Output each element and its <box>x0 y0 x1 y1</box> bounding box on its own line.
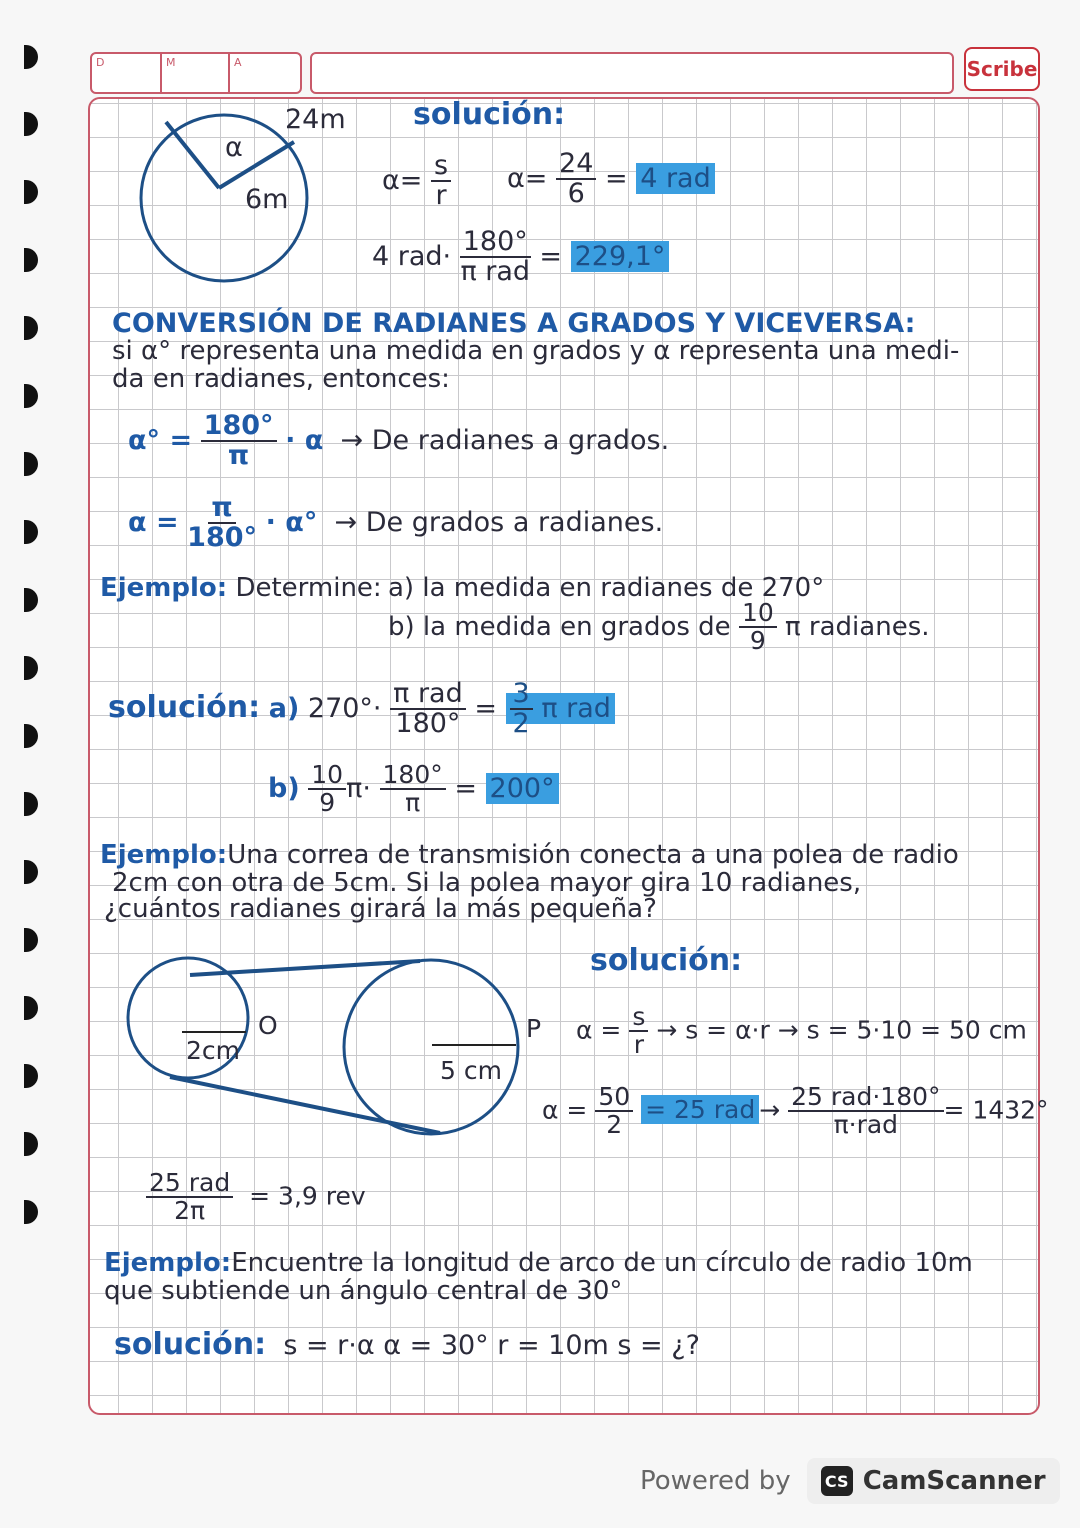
numerator: s <box>629 1004 648 1032</box>
note: → De grados a radianes. <box>334 506 664 538</box>
highlighted-result: = 25 rad <box>641 1095 759 1124</box>
formula-degrees <box>372 228 669 287</box>
binder-hole <box>24 996 38 1020</box>
binder-hole <box>24 1064 38 1088</box>
angle-label: α <box>225 132 243 163</box>
denominator: π·rad <box>833 1110 899 1140</box>
numerator: 3 <box>510 680 533 710</box>
note: → De radianes a grados. <box>340 424 670 456</box>
lhs: α= <box>507 162 548 194</box>
binder-hole <box>24 928 38 952</box>
result: = 1432° <box>943 1095 1049 1125</box>
lhs: 4 rad· <box>372 240 452 272</box>
intro-line-1: si α° representa una medida en grados y α representa una medi- <box>112 336 960 366</box>
denominator: 2 <box>606 1110 623 1140</box>
numerator: 25 rad·180° <box>788 1084 943 1112</box>
binder-hole <box>24 316 38 340</box>
denominator: r <box>633 1030 644 1060</box>
binder-hole <box>24 180 38 204</box>
brand-name: CamScanner <box>862 1466 1046 1496</box>
arrow: → <box>759 1095 781 1125</box>
example-3-line-3: ¿cuántos radianes girará la más pequeña? <box>104 894 657 924</box>
powered-by: Powered by <box>640 1466 791 1496</box>
scribe-logo: Scribe <box>964 47 1040 91</box>
numerator: 25 rad <box>146 1170 233 1198</box>
numerator: 24 <box>556 150 596 180</box>
text: π radianes. <box>785 611 930 642</box>
highlighted-result <box>506 678 615 740</box>
binder-hole <box>24 1132 38 1156</box>
highlighted-result: 200° <box>486 773 559 804</box>
text: b) la medida en grados de <box>388 611 731 642</box>
part-label: a) <box>268 692 300 724</box>
numerator: 50 <box>595 1084 633 1112</box>
tail: · α <box>285 424 324 456</box>
result: = 3,9 rev <box>249 1181 366 1211</box>
denominator: 2 <box>512 708 530 740</box>
solution-b <box>268 762 559 817</box>
item-b <box>388 600 930 655</box>
equals: = <box>539 240 562 272</box>
tail: · α° <box>265 506 318 538</box>
denominator: r <box>435 180 447 212</box>
example-2 <box>100 575 382 601</box>
binder-hole <box>24 724 38 748</box>
date-box <box>90 52 302 94</box>
lhs: α = <box>128 506 179 538</box>
binder-hole <box>24 520 38 544</box>
rule-rad-to-deg <box>128 412 669 471</box>
item-a: a) la medida en radianes de 270° <box>388 573 825 603</box>
example-4-solution <box>114 1327 700 1362</box>
denominator: 2π <box>174 1196 206 1226</box>
denominator: 180° <box>395 708 461 740</box>
example-label: Ejemplo: <box>100 573 228 603</box>
intro-line-2: da en radianes, entonces: <box>112 364 450 394</box>
numerator: s <box>431 152 451 182</box>
example-4-line-2: que subtiende un ángulo central de 30° <box>104 1276 623 1306</box>
example-label: Ejemplo: <box>100 840 228 870</box>
example-3-line-2: 2cm con otra de 5cm. Si la polea mayor gira 10 radianes, <box>112 868 862 898</box>
lead: Determine: <box>235 573 382 603</box>
camscanner-badge <box>807 1458 1060 1504</box>
denominator: 9 <box>319 788 336 818</box>
binder-hole <box>24 112 38 136</box>
revolutions <box>146 1170 366 1225</box>
solution-step-1 <box>576 1004 1027 1059</box>
title-box <box>310 52 954 94</box>
denominator: π <box>405 788 421 818</box>
solution-a <box>108 680 615 739</box>
month-cell: M <box>162 54 230 92</box>
lhs: α = <box>542 1095 588 1125</box>
binder-hole <box>24 45 38 69</box>
text: s = r·α α = 30° r = 10m s = ¿? <box>283 1330 700 1361</box>
example-4-line-1 <box>104 1250 973 1276</box>
text: 270°· <box>307 692 382 724</box>
lhs: α° = <box>128 424 193 456</box>
binder-hole <box>24 1200 38 1224</box>
binder-hole <box>24 860 38 884</box>
small-radius-label: 2cm <box>186 1036 241 1065</box>
solution-label: solución: <box>590 943 743 978</box>
radius-label: 6m <box>245 184 289 215</box>
binder-hole <box>24 792 38 816</box>
denominator: 180° <box>187 522 258 554</box>
numerator: π <box>208 494 235 524</box>
section-title: CONVERSIÓN DE RADIANES A GRADOS Y VICEVERSA: <box>112 308 916 339</box>
camscanner-watermark <box>640 1458 1060 1504</box>
formula-alpha-result <box>507 150 715 209</box>
part-label: b) <box>268 772 300 804</box>
example-label: Ejemplo: <box>104 1248 232 1278</box>
big-radius-label: 5 cm <box>440 1056 502 1085</box>
example-3-line-1 <box>100 842 959 868</box>
binder-hole <box>24 588 38 612</box>
equals: = <box>474 692 497 724</box>
numerator: 180° <box>460 228 531 258</box>
equals: = <box>454 772 477 804</box>
solution-label: solución: <box>114 1327 267 1362</box>
highlighted-result: 4 rad <box>636 163 715 194</box>
numerator: π rad <box>390 680 466 710</box>
highlighted-result: 229,1° <box>571 241 670 272</box>
denominator: π <box>227 440 250 472</box>
lhs: α= <box>382 164 423 196</box>
text: Una correa de transmisión conecta a una polea de radio <box>227 840 959 870</box>
equals: = <box>604 162 628 194</box>
formula-alpha-s-r <box>382 152 451 211</box>
camscanner-icon: CS <box>821 1466 853 1496</box>
binder-hole <box>24 452 38 476</box>
denominator: π rad <box>460 256 531 288</box>
binder-hole <box>24 248 38 272</box>
solution-step-2 <box>542 1084 1049 1139</box>
lhs: α = <box>576 1015 622 1045</box>
pulley-diagram <box>120 955 540 1155</box>
text: π· <box>346 772 371 804</box>
numerator: 10 <box>308 762 346 790</box>
text: → s = α·r → s = 5·10 = 50 cm <box>656 1015 1027 1045</box>
solution-heading: solución: <box>413 97 566 132</box>
point-p-label: P <box>526 1014 542 1043</box>
text: π rad <box>541 692 611 724</box>
solution-label: solución: <box>108 689 261 725</box>
year-cell: A <box>234 56 242 69</box>
numerator: 10 <box>739 600 777 628</box>
text: Encuentre la longitud de arco de un círculo de radio 10m <box>231 1248 973 1278</box>
point-o-label: O <box>258 1011 278 1040</box>
day-cell: D <box>92 54 162 92</box>
arc-label: 24m <box>285 104 346 135</box>
rule-deg-to-rad <box>128 494 663 553</box>
binder-hole <box>24 384 38 408</box>
numerator: 180° <box>201 412 277 442</box>
denominator: 6 <box>567 178 585 210</box>
binder-hole <box>24 656 38 680</box>
denominator: 9 <box>749 626 766 656</box>
numerator: 180° <box>380 762 446 790</box>
